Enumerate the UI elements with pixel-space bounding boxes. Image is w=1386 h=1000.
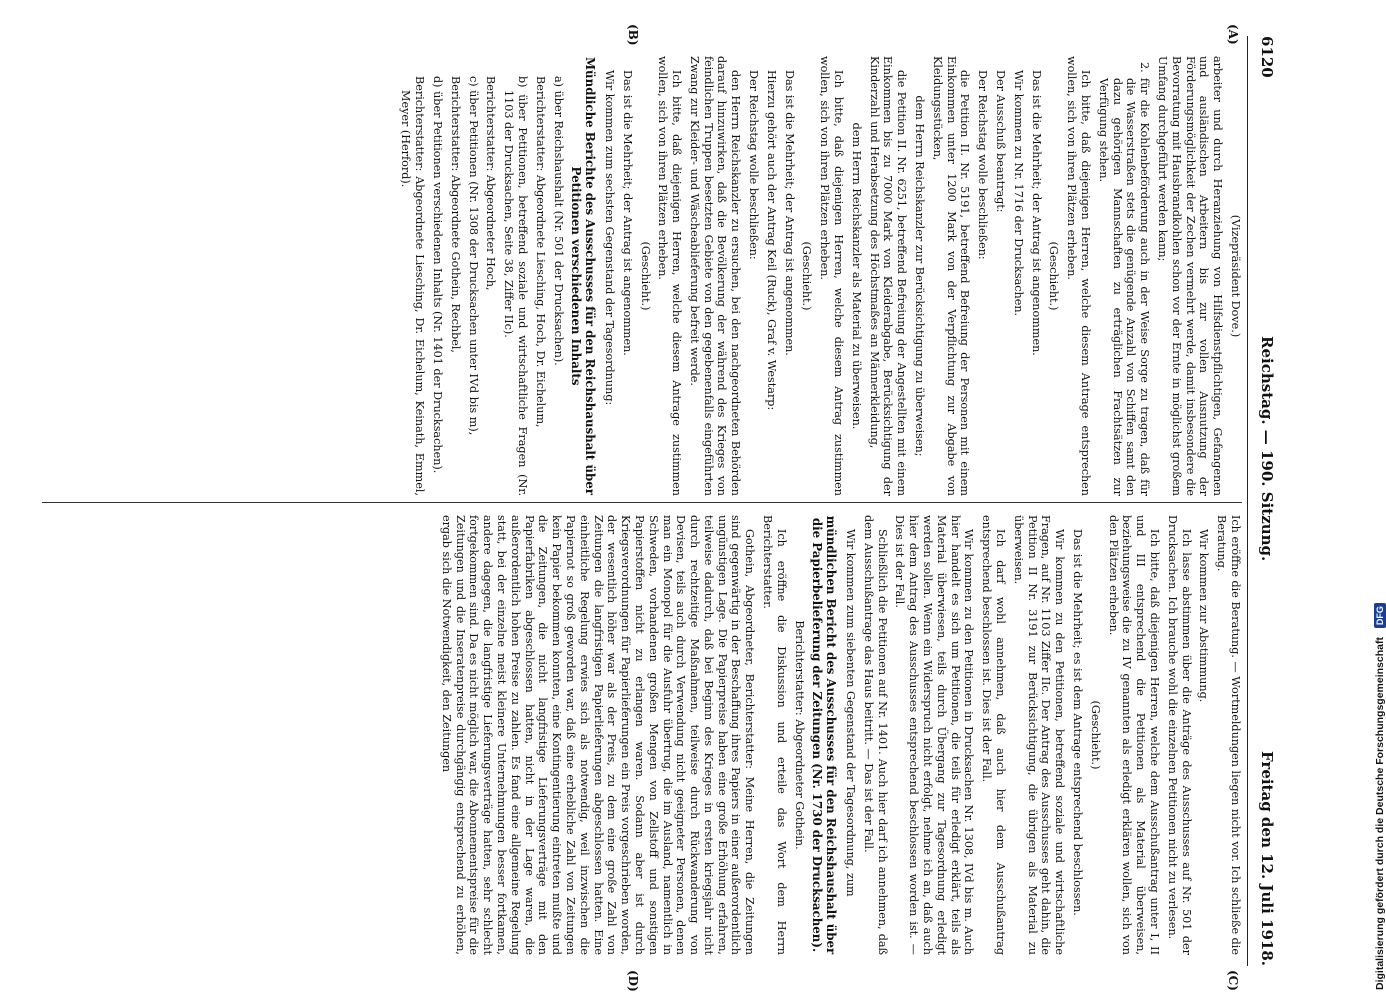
reporter-line: Berichterstatter: Abgeordnete Gothein, Rechbel, (448, 76, 462, 353)
paragraph: Wir kommen zu den Petitionen in Drucksachen Nr. 1308, IVd bis m. Auch hier handelt es sich um Petitionen, die teils für erledigt erklärt, teils als Material überwiesen, teils durch Übergang zur Tagesordnung erledigt werden sollen. Wenn ein Widerspruch nicht erfolgt, nehme ich an, daß auch hier dem Antrag des Ausschusses entsprechend beschlossen worden ist. — Dies ist der Fall. (893, 515, 976, 955)
applause-note: (Geschieht.) (800, 241, 814, 311)
paragraph: Wir kommen zum sechsten Gegenstand der Tagesordnung: (602, 70, 616, 406)
paragraph: Ich bitte, daß diejenigen Herren, welche diesem Antrage zustimmen wollen, sich von ihren Plätzen erheben. (656, 56, 684, 496)
page-number: 6120 (1258, 36, 1276, 78)
paragraph: Das ist die Mehrheit; es ist dem Antrage entsprechend beschlossen. (1071, 529, 1085, 916)
paragraph: Der Reichstag wolle beschließen: (976, 70, 990, 260)
paragraph: Hierzu gehört auch der Antrag Keil (Ruck), Graf v. Westarp: (764, 70, 778, 411)
left-column (395, 56, 1242, 496)
dfg-logo: DFG (1374, 603, 1386, 628)
column-divider (42, 502, 1242, 503)
paragraph: die Petition II. Nr. 6251, betreffend Befreiung der Angestellten mit einem Einkommen bis zu 7000 Mark von Kleiderabgabe, Berücksichtigung der Kinderzahl und Herabsetzung des Höchstmaßes an Männerkleidung, (867, 56, 909, 496)
paragraph: Wir kommen zur Abstimmung. (1197, 529, 1211, 703)
paragraph: Schließlich die Petitionen auf Nr. 1401. Auch hier darf ich annehmen, daß dem Ausschußantrage das Haus beitritt. — Das ist der Fall. (861, 515, 889, 955)
paragraph: dem Herrn Reichskanzler als Material zu überweisen. (849, 122, 863, 430)
reporter-line: Berichterstatter: Abgeordneter Hoch, (484, 76, 498, 291)
reporter-line: Berichterstatter: Abgeordnete Liesching, Hoch, Dr. Eichelum, (533, 76, 547, 428)
paragraph: Gothein, Abgeordneter, Berichterstatter: Meine Herren, die Zeitungen sind gegenwärtig in der Beschaffung ihres Papiers in einer außerordentlich ungünstigen Lage. Die Papierpreise haben eine große Erhöhung erfahren, teilweise dadurch, daß bei Beginn des Krieges in ersten kriegsjahr nicht durch rechtzeitige Maßnahmen, teilweise durch Rückwanderung von Devisen, teils auch durch Verwendung nicht geeigneter Personen, denen man ein Monopol für die Ausfuhr übertrug, die im Ausland, namentlich in Schweden, vorhandenen großen Mengen von Zellstoff und sonstigen Papierstoffen nicht zu erlangen waren. Sodann aber ist durch Kriegsverordnungen für Papierlieferungen ein Preis vorgeschrieben worden, der wesentlich höher war als der Preis, zu dem eine große Zahl von Zeitungen die langfristigen Papierlieferungen abgeschlossen hatten. Eine einheitliche Regelung erwies sich als notwendig, weil inzwischen die Papiernot so groß geworden war, daß eine erhebliche Zahl von Zeitungen kein Papier bekommen konnten, eine Kontingentierung eintreten mußte und die Zeitungen, die nicht langfristige Lieferungsverträge mit den Papierfabriken abgeschlossen hatten, nicht in der Lage waren, die außerordentlich hohen Preise zu zahlen. Es fand eine allgemeine Regelung statt, bei der einzelne meist kleinere Unternehmungen besser fortkamen, andere dagegen, die langfristige Lieferungsverträge hatten, sehr schlecht fortgekommen sind. Da es nicht möglich war, die Abonnementspreise für die Zeitungen und die Inseratenpreise durchgängig entsprechend zu erhöhen, ergab sich die Notwendigkeit, den Zeitungen (439, 515, 757, 955)
list-item: 2. für die Kohlenbeförderung auch in der Weise Sorge zu tragen, daß für die Wasserstraßen stets die genügende Anzahl von Schiffen samt den dazu gehörigen Mannschaften zu erträglichen Frachtsätzen zur Verfügung stehen. (1096, 62, 1152, 496)
paragraph: Ich darf wohl annehmen, daß auch hier dem Ausschußantrag entsprechend beschlossen ist. Dies ist der Fall. (980, 515, 1008, 955)
paragraph: Das ist die Mehrheit; der Antrag ist angenommen. (782, 70, 796, 356)
paragraph: Das ist die Mehrheit; der Antrag ist angenommen. (1029, 70, 1043, 356)
applause-note: (Geschieht.) (1088, 700, 1102, 770)
paragraph: Ich bitte, daß diejenigen Herren, welche diesem Antrage entsprechen wollen, sich von ihren Plätzen erheben. (1065, 56, 1093, 496)
list-item: b) über Petitionen, betreffend soziale und wirtschaftliche Fragen (Nr. 1103 der Drucksachen, Seite 38, Ziffer IIc). (502, 76, 529, 496)
paragraph: Ich eröffne die Diskussion und erteile das Wort dem Herrn Berichterstatter. (761, 515, 788, 955)
section-heading: mündlichen Bericht des Ausschusses für den Reichshaushalt über die Papierbelieferung der Zeitungen (Nr. 1730 der Drucksachen). (810, 515, 839, 955)
paragraph: Der Reichstag wolle beschließen: (747, 70, 761, 260)
list-item: c) über Petitionen (Nr. 1308 der Drucksachen unter IVd bis m), (466, 76, 480, 436)
right-column (435, 515, 1242, 955)
applause-note: (Geschieht.) (1047, 241, 1061, 311)
margin-mark-a: (A) (1226, 24, 1240, 45)
applause-note: (Geschieht.) (638, 241, 652, 311)
section-heading: Mündliche Berichte des Ausschusses für den Reichshaushalt über Petitionen verschiedenen Inhalts (569, 56, 598, 496)
paragraph: Ich bitte, daß diejenigen Herren, welche dem Ausschußantrag unter I, II und III entsprechend die Petitionen als Material überweisen, beziehungsweise die zu IV genannten als erledigt erklären wollen, sich von den Plätzen erheben. (1106, 515, 1162, 955)
paragraph: dem Herrn Reichskanzler zur Berücksichtigung zu überweisen; (913, 95, 927, 457)
paragraph: Ich eröffne die Beratung. — Wortmeldungen liegen nicht vor. Ich schließe die Beratung. (1215, 515, 1242, 955)
list-item: a) über Reichshaushalt (Nr. 501 der Drucksachen). (551, 76, 565, 366)
paragraph: Das ist die Mehrheit; der Antrag ist angenommen. (620, 70, 634, 356)
paragraph: Ich lasse abstimmen über die Anträge des Ausschusses auf Nr. 501 der Drucksachen. Ich brauche wohl die einzelnen Petitionen nicht zu verlesen. (1165, 515, 1193, 955)
list-item: d) über Petitionen verschiedenen Inhalts (Nr. 1401 der Drucksachen). (430, 76, 444, 474)
paragraph: Wir kommen zu den Petitionen, betreffend soziale und wirtschaftliche Fragen, auf Nr. 1103 Ziffer IIc. Der Antrag des Ausschusses geht dahin, die Petition II Nr. 3191 zur Berücksichtigung, die übrigen als Material zu überweisen. (1011, 515, 1067, 955)
paragraph: den Herrn Reichskanzler zu ersuchen, bei den nachgeordneten Behörden darauf hinzuwirken, daß die Bevölkerung der während des Krieges von feindlichen Truppen besetzten Gebiete von den gegebenenfalls eingeführten Zwang zur Kleider- und Wäscheablieferung befreit werde. (687, 56, 743, 496)
paragraph: Wir kommen zu Nr. 1716 der Drucksachen. (1011, 70, 1025, 317)
margin-mark-b: (B) (626, 24, 640, 46)
margin-mark-c: (C) (1226, 970, 1240, 991)
paragraph: arbeiter und durch Heranziehung von Hilfsdienstpflichtigen, Gefangenen und ausländischen Arbeitern bis zur vollen Ausnutzung der Förderungsmöglichkeit der Zechen vermehrt werde, damit insbesondere die Bevorratung mit Hausbrandkohlen schon vor der Ernte in möglichst großem Umfang durchgeführt werden kann; (1156, 56, 1225, 496)
paragraph: Wir kommen zum siebenten Gegenstand der Tagesordnung, zum (844, 529, 858, 897)
reporter-line: Berichterstatter: Abgeordnete Liesching, Dr. Eichelum, Keinath, Emmel, Meyer (Herford). (399, 76, 427, 496)
reporter-line: Berichterstatter: Abgeordneter Gothein. (792, 620, 806, 850)
margin-mark-d: (D) (626, 970, 640, 992)
paragraph: die Petition II. Nr. 5191, betreffend Befreiung der Personen mit einem Einkommen unter 1200 Mark von der Verpflichtung zur Abgabe von Kleidungsstücken, (930, 56, 972, 496)
speaker-tag: (Vizepräsident Dove.) (1229, 214, 1242, 338)
digitization-text: Digitalisierung gefördert durch die Deutsche Forschungsgemeinschaft (1374, 637, 1386, 990)
paragraph: Der Ausschuß beantragt: (994, 70, 1008, 213)
header-rule (1247, 36, 1248, 966)
paragraph: Ich bitte, daß diejenigen Herren, welche diesem Antrag zustimmen wollen, sich von ihren Plätzen erheben. (818, 56, 846, 496)
session-title: Reichstag. — 190. Sitzung. (1258, 336, 1276, 562)
page-header (1250, 36, 1276, 966)
session-date: Freitag den 12. Juli 1918. (1258, 751, 1276, 966)
